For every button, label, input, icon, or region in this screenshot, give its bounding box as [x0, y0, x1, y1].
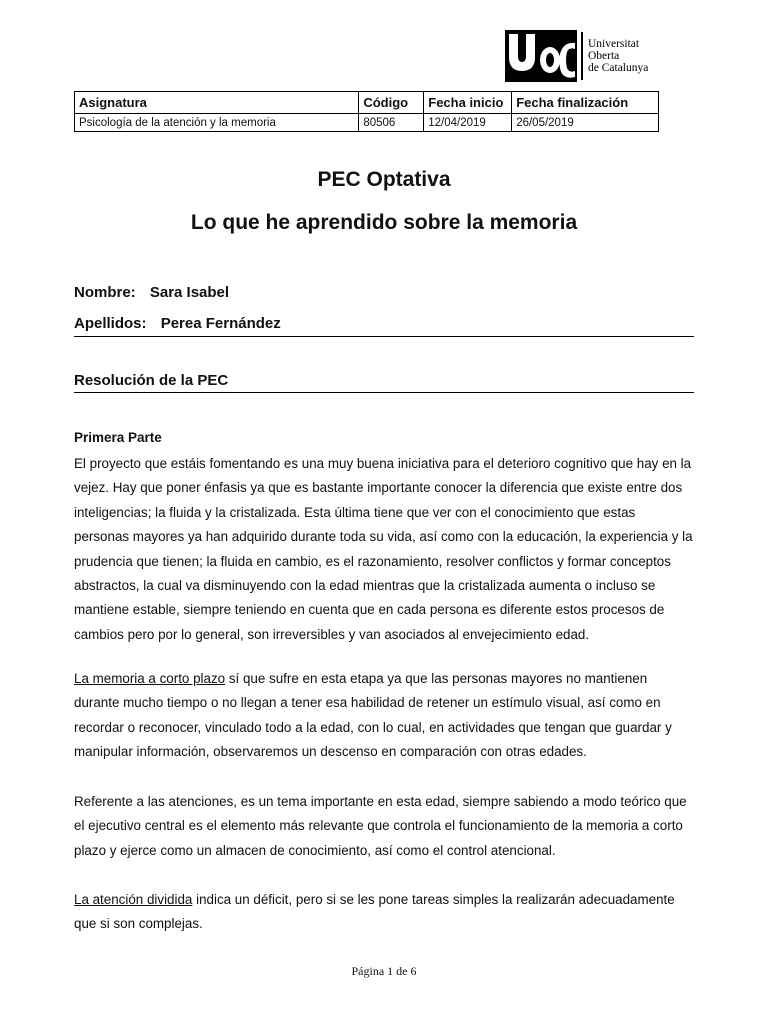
course-info-table: [74, 91, 659, 132]
page-footer: Página 1 de 6: [351, 964, 417, 978]
apellidos-label: Apellidos:: [74, 315, 147, 332]
logo-line-2: Oberta: [588, 50, 620, 62]
nombre-field: [74, 284, 229, 301]
header-codigo: Código: [359, 92, 424, 114]
paragraph-4-text: indica un déficit, pero si se les pone tareas simples la realizarán adecuadamente que si son complejas.: [74, 892, 675, 932]
paragraph-3: Referente a las atenciones, es un tema importante en esta edad, siempre sabiendo a modo teórico que el ejecutivo central es el elemento más relevante que controla el funcionamiento de la memoria a corto plazo y ejerce como un almacen de conocimiento, así como el control atencional.: [74, 794, 687, 858]
header-fecha-finalizacion: Fecha finalización: [512, 92, 659, 114]
logo-line-1: Universitat: [588, 38, 640, 50]
paragraph-4-underlined: La atención dividida: [74, 892, 193, 907]
subsection-title: Primera Parte: [74, 430, 162, 445]
apellidos-field: [74, 315, 281, 332]
header-fecha-inicio: Fecha inicio: [424, 92, 512, 114]
apellidos-value: Perea Fernández: [160, 315, 281, 332]
paragraph-1: El proyecto que estáis fomentando es una muy buena iniciativa para el deterioro cognitivo que hay en la vejez. Hay que poner énfasis ya que es bastante importante conocer la diferencia que existe entre dos inteligencias; la fluida y la cristalizada. Esta última tiene que ver con el conocimiento que estas personas mayores ya han adquirido durante toda su vida, así como con la educación, la experiencia y la prudencia que tienen; la fluida en cambio, es el razonamiento, resolver conflictos y formar conceptos abstractos, la cual va disminuyendo con la edad mientras que la cristalizada aumenta o incluso se mantiene estable, siempre teniendo en cuenta que en cada persona es diferente estos procesos de cambios pero por lo general, son irreversibles y van asociados al envejecimiento edad.: [74, 456, 693, 642]
table-header-row: [75, 92, 659, 114]
paragraph-2-underlined: La memoria a corto plazo: [74, 671, 226, 686]
table-row: [75, 114, 659, 132]
logo-divider: [581, 32, 583, 80]
uoc-logo-mark: [505, 30, 577, 82]
nombre-label: Nombre:: [74, 284, 136, 301]
cell-fecha-inicio: 12/04/2019: [424, 114, 512, 132]
paragraph-2: [74, 667, 694, 765]
logo-line-3: de Catalunya: [588, 62, 649, 74]
logo-text: [588, 38, 648, 74]
divider-line: [74, 392, 694, 393]
header-asignatura: Asignatura: [75, 92, 359, 114]
cell-codigo: 80506: [359, 114, 424, 132]
section-title: Resolución de la PEC: [74, 372, 229, 389]
nombre-value: Sara Isabel: [149, 284, 230, 301]
uoc-logo: [505, 30, 648, 82]
document-title: PEC Optativa: [317, 168, 451, 191]
cell-fecha-finalizacion: 26/05/2019: [512, 114, 659, 132]
paragraph-4: [74, 888, 694, 937]
document-subtitle: Lo que he aprendido sobre la memoria: [190, 211, 578, 234]
divider-line: [74, 336, 694, 337]
cell-asignatura: Psicología de la atención y la memoria: [75, 114, 359, 132]
paragraph-2-text: sí que sufre en esta etapa ya que las personas mayores no mantienen durante mucho tiempo o no llegan a tener esa habilidad de retener un estímulo visual, así como en recordar o reconocer, vinculado todo a la edad, con lo cual, en actividades que tengan que guardar y manipular información, observaremos un descenso en comparación con otras edades.: [74, 671, 672, 760]
